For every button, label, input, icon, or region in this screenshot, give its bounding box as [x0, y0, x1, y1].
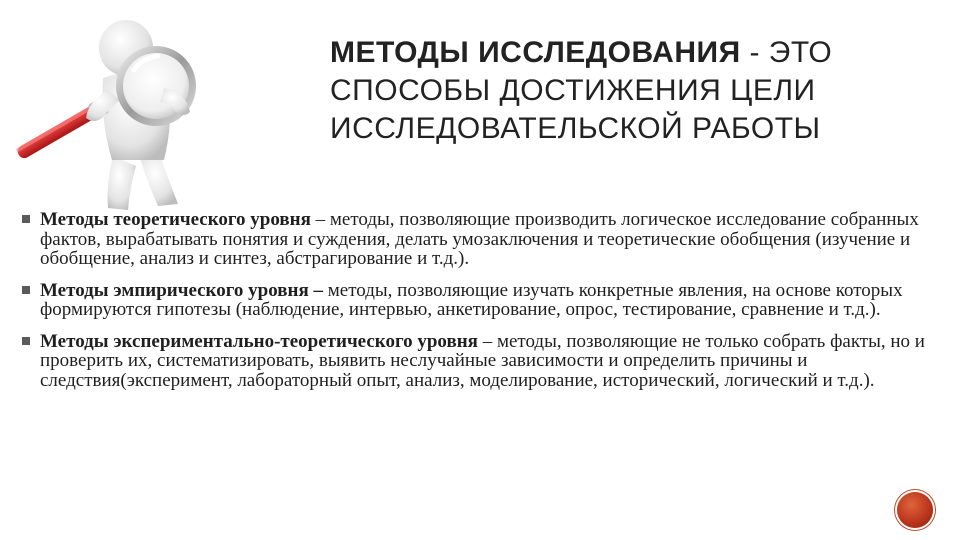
bullet-item [22, 332, 947, 391]
bullet-text: методы, позволяющие изучать конкретные явления, на основе которых формируются гипотезы (наблюдение, интервью, анкетирование, опрос, тестирование, сравнение и т.д.). [40, 279, 903, 320]
title-bold: МЕТОДЫ ИССЛЕДОВАНИЯ [330, 36, 741, 69]
square-bullet-icon [22, 215, 30, 223]
bullet-term: Методы эмпирического уровня – [40, 279, 323, 301]
bullet-text: – методы, позволяющие производить логическое исследование собранных фактов, вырабатывать понятия и суждения, делать умозаключения и теоретические обобщения (изучение и обобщение, анализ и синтез, абстрагирование и т.д.). [40, 209, 919, 269]
slide-title [330, 34, 930, 148]
person-with-magnifier-icon [8, 8, 258, 223]
bullet-term: Методы экспериментально-теоретического уровня [40, 330, 478, 352]
slide-number-badge-icon [897, 492, 933, 528]
bullet-item [22, 281, 947, 320]
bullet-item [22, 210, 947, 269]
bullet-term: Методы теоретического уровня [40, 209, 311, 230]
square-bullet-icon [22, 286, 30, 294]
bullet-list [22, 210, 947, 402]
square-bullet-icon [22, 337, 30, 345]
bullet-text: – методы, позволяющие не только собрать факты, но и проверить их, систематизировать, выявить неслучайные зависимости и определить причины и следствия(эксперимент, лабораторный опыт, анализ, моделирование, исторический, логический и т.д.). [40, 330, 925, 391]
title-rest: - ЭТО СПОСОБЫ ДОСТИЖЕНИЯ ЦЕЛИ ИССЛЕДОВАТЕЛЬСКОЙ РАБОТЫ [330, 36, 833, 145]
